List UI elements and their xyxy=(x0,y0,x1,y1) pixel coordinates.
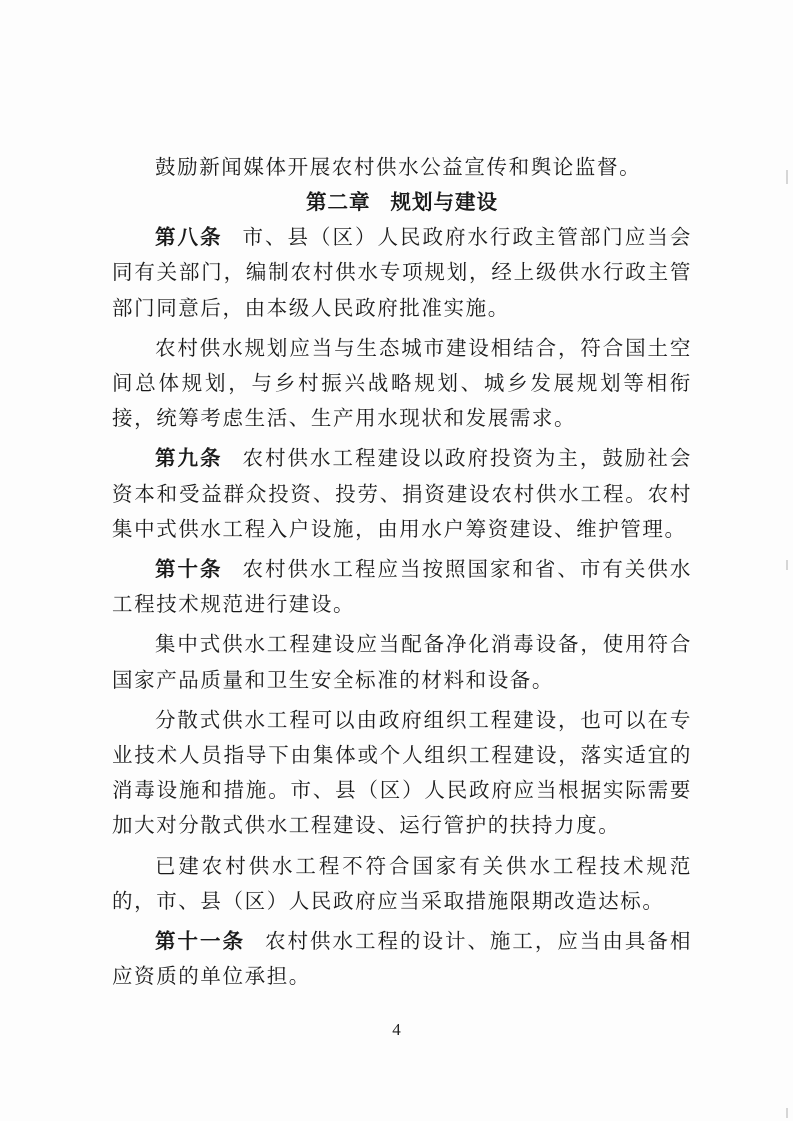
article-8-paragraph xyxy=(112,220,692,326)
article-10-paragraph xyxy=(112,552,692,622)
chapter-heading xyxy=(112,185,692,220)
paragraph-text: 鼓励新闻媒体开展农村供水公益宣传和舆论监督。 xyxy=(155,155,642,179)
paragraph-text: 农村供水工程的设计、施工，应当由具备相应资质的单位承担。 xyxy=(112,929,692,989)
article-label: 第十一条 xyxy=(155,929,245,954)
paragraph-text: 市、县（区）人民政府水行政主管部门应当会同有关部门，编制农村供水专项规划，经上级供水行政主管部门同意后，由本级人民政府批准实施。 xyxy=(112,225,693,320)
article-11-paragraph xyxy=(112,924,692,994)
chapter-number: 第二章 xyxy=(306,190,371,215)
paragraph-text: 农村供水工程建设以政府投资为主，鼓励社会资本和受益群众投资、投劳、捐资建设农村供水工程。农村集中式供水工程入户设施，由用水户筹资建设、维护管理。 xyxy=(112,446,693,541)
scan-edge-mark xyxy=(786,560,788,570)
article-label: 第九条 xyxy=(155,446,223,471)
centralized-supply-paragraph xyxy=(112,627,692,697)
decentralized-supply-paragraph xyxy=(112,703,692,844)
paragraph-text: 农村供水工程应当按照国家和省、市有关供水工程技术规范进行建设。 xyxy=(112,557,693,617)
article-9-paragraph xyxy=(112,441,692,547)
paragraph-text: 农村供水规划应当与生态城市建设相结合，符合国土空间总体规划，与乡村振兴战略规划、城乡发展规划等相衔接，统筹考虑生活、生产用水现状和发展需求。 xyxy=(112,335,692,431)
article-label: 第十条 xyxy=(155,557,223,582)
paragraph-text: 分散式供水工程可以由政府组织工程建设，也可以在专业技术人员指导下由集体或个人组织工程建设，落实适宜的消毒设施和措施。市、县（区）人民政府应当根据实际需要加大对分散式供水工程建设、运行管护的扶持力度。 xyxy=(112,707,692,838)
document-body xyxy=(112,150,692,994)
scan-edge-mark xyxy=(786,170,788,184)
chapter-title: 规划与建设 xyxy=(390,190,498,215)
planning-paragraph xyxy=(112,331,692,437)
paragraph-text: 已建农村供水工程不符合国家有关供水工程技术规范的，市、县（区）人民政府应当采取措施限期改造达标。 xyxy=(112,853,692,913)
paragraph-text: 集中式供水工程建设应当配备净化消毒设备，使用符合国家产品质量和卫生安全标准的材料和设备。 xyxy=(112,632,692,692)
existing-projects-paragraph xyxy=(112,849,692,919)
article-label: 第八条 xyxy=(155,225,223,250)
continuation-paragraph xyxy=(112,150,692,185)
page-number: 4 xyxy=(392,1020,401,1039)
scan-edge-mark xyxy=(786,1108,788,1118)
